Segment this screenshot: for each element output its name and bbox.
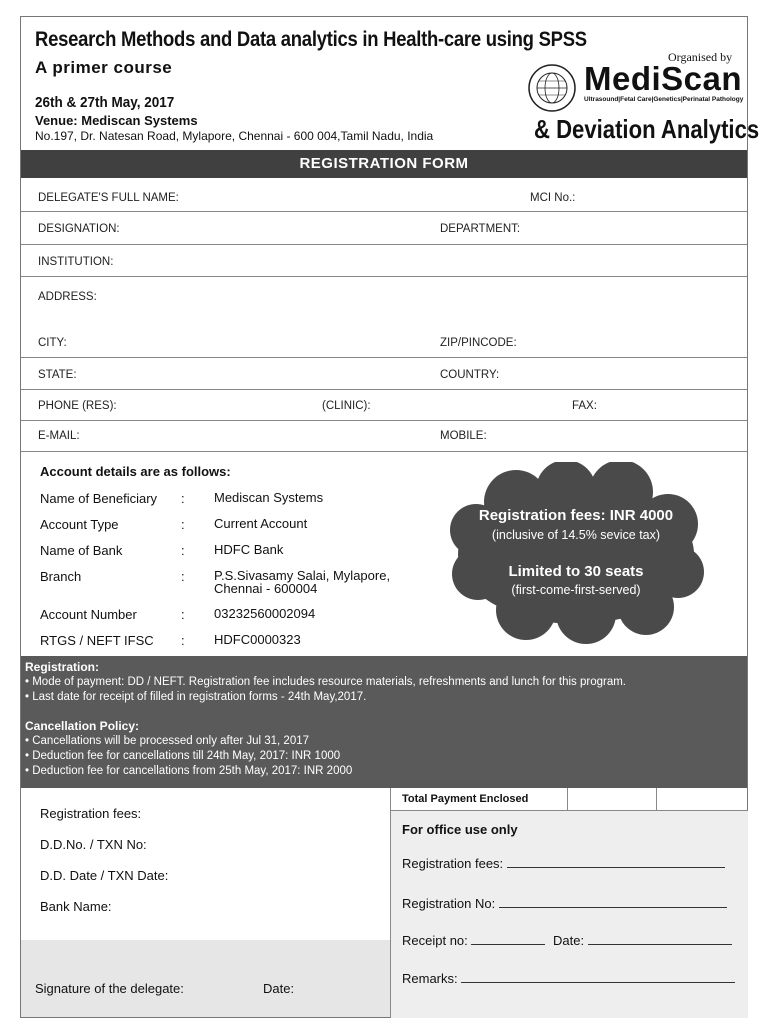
signature-field[interactable]: Signature of the delegate: [35,981,184,996]
office-date-label: Date: [553,933,585,948]
total-payment-label: Total Payment Enclosed [402,793,529,805]
email-field[interactable]: E-MAIL: [38,430,80,442]
address-field[interactable]: ADDRESS: [38,291,97,303]
venue: Venue: Mediscan Systems [35,113,198,128]
account-row-value-line2: Chennai - 600004 [214,581,318,596]
brand-name: MediScan [584,60,743,97]
account-row-value: Current Account [214,516,308,531]
office-reg-fees-field[interactable] [402,855,725,871]
form-title-bar: REGISTRATION FORM [21,150,747,178]
total-payment-amount-field[interactable] [566,789,656,809]
office-reg-fees-label: Registration fees: [402,856,504,871]
mci-field[interactable]: MCI No.: [530,192,576,204]
cloud-fcfs: (first-come-first-served) [511,583,641,597]
cloud-limit: Limited to 30 seats [508,563,644,580]
office-use-heading: For office use only [402,822,518,837]
registration-point: • Mode of payment: DD / NEFT. Registration fee includes resource materials, refreshments and lunch for this program. [25,676,627,688]
mediscan-logo-icon [528,64,576,112]
course-subtitle: A primer course [35,58,173,77]
divider [21,357,747,358]
registration-point: • Last date for receipt of filled in registration forms - 24th May,2017. [25,691,367,703]
office-reg-no-field[interactable] [402,895,727,911]
fax-field[interactable]: FAX: [572,400,597,412]
total-payment-extra-field[interactable] [656,789,747,809]
partner-name: & Deviation Analytics [534,114,760,144]
brand-tagline: Ultrasound|Fetal Care|Genetics|Perinatal Pathology [584,96,744,103]
country-field[interactable]: COUNTRY: [440,369,500,381]
divider [21,389,747,390]
divider [21,420,747,421]
account-row-label: Name of Beneficiary [40,491,158,506]
policy-box [21,656,747,788]
cancellation-heading: Cancellation Policy: [25,719,140,733]
dd-number-field[interactable]: D.D.No. / TXN No: [40,837,147,852]
account-row-colon: : [181,491,185,506]
divider [21,244,747,245]
office-remarks-line[interactable] [461,970,735,983]
cloud-fees: Registration fees: INR 4000 [478,507,674,524]
account-row-label: RTGS / NEFT IFSC [40,633,154,648]
cancellation-point: • Deduction fee for cancellations till 24th May, 2017: INR 1000 [25,750,341,762]
course-dates: 26th & 27th May, 2017 [35,94,175,111]
account-row-label: Branch [40,569,82,584]
cancellation-point: • Cancellations will be processed only after Jul 31, 2017 [25,735,310,747]
organised-by: Organised by [668,50,733,64]
phone-res-field[interactable]: PHONE (RES): [38,400,117,412]
office-reg-no-line[interactable] [499,895,727,908]
clinic-field[interactable]: (CLINIC): [322,400,371,412]
office-remarks-field[interactable] [402,970,735,986]
account-row-colon: : [181,569,185,584]
mobile-field[interactable]: MOBILE: [440,430,487,442]
dd-date-field[interactable]: D.D. Date / TXN Date: [40,868,169,883]
account-row-value: HDFC Bank [214,542,284,557]
account-row-value: HDFC0000323 [214,632,301,647]
account-row-label: Name of Bank [40,543,123,558]
account-row-value: 03232560002094 [214,606,316,621]
account-row-colon: : [181,607,185,622]
city-field[interactable]: CITY: [38,337,67,349]
bank-name-field[interactable]: Bank Name: [40,899,112,914]
office-use-box [390,810,748,1018]
account-row-label: Account Number [40,607,137,622]
office-reg-fees-line[interactable] [507,855,725,868]
account-details-title: Account details are as follows: [40,464,231,479]
payment-reg-fees-field[interactable]: Registration fees: [40,806,142,821]
office-receipt-label: Receipt no: [402,933,468,948]
account-row-colon: : [181,517,185,532]
account-row-value: P.S.Sivasamy Salai, Mylapore, [214,568,391,583]
signature-date-field[interactable]: Date: [263,981,295,996]
account-row-value: Mediscan Systems [214,490,324,505]
full-name-field[interactable]: DELEGATE'S FULL NAME: [38,192,179,204]
state-field[interactable]: STATE: [38,369,77,381]
office-receipt-field[interactable] [402,932,732,948]
designation-field[interactable]: DESIGNATION: [38,223,120,235]
divider [21,451,747,452]
divider [21,211,747,212]
divider [21,276,747,277]
account-row-colon: : [181,633,185,648]
registration-heading: Registration: [25,660,100,674]
institution-field[interactable]: INSTITUTION: [38,256,114,268]
course-title: Research Methods and Data analytics in Health-care using SPSS [35,28,587,51]
signature-area [21,940,390,1017]
cloud-tax: (inclusive of 14.5% sevice tax) [491,528,661,542]
account-row-label: Account Type [40,517,119,532]
office-date-line[interactable] [588,932,732,945]
office-remarks-label: Remarks: [402,971,458,986]
office-reg-no-label: Registration No: [402,896,496,911]
zip-field[interactable]: ZIP/PINCODE: [440,337,517,349]
venue-address: No.197, Dr. Natesan Road, Mylapore, Chennai - 600 004,Tamil Nadu, India [35,129,434,143]
account-row-colon: : [181,543,185,558]
cancellation-point: • Deduction fee for cancellations from 25th May, 2017: INR 2000 [25,765,353,777]
department-field[interactable]: DEPARTMENT: [440,223,521,235]
office-receipt-line[interactable] [471,932,545,945]
